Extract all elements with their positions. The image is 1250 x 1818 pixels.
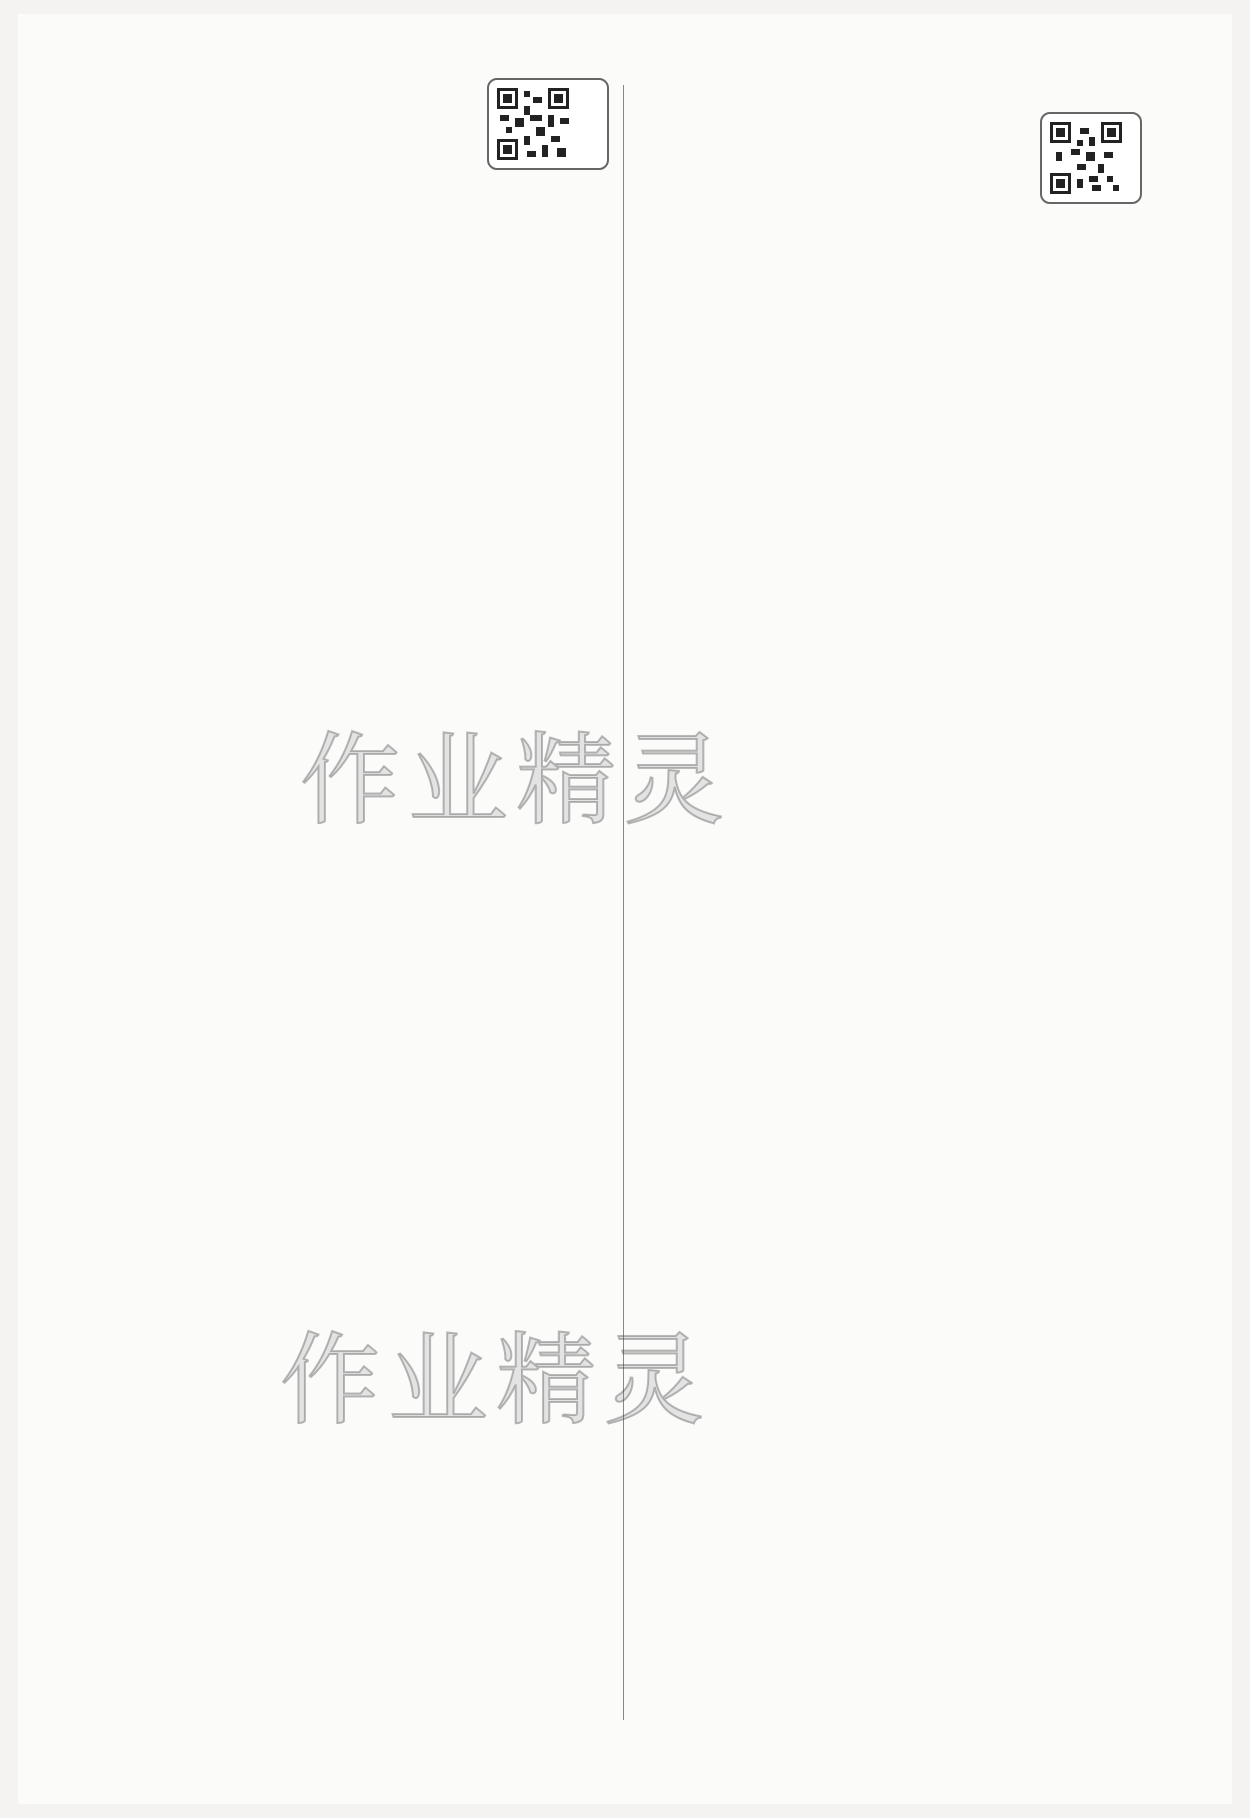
reading-section-header (87, 80, 607, 170)
reading-qr-code (487, 78, 609, 170)
writing-qr-code (1040, 112, 1142, 204)
right-column (643, 80, 1158, 202)
page (18, 14, 1232, 1804)
qr-code-icon (1050, 122, 1122, 194)
left-column (87, 80, 607, 170)
qr-code-icon (497, 88, 569, 160)
column-divider (623, 85, 624, 1720)
writing-section-header (643, 102, 1158, 202)
